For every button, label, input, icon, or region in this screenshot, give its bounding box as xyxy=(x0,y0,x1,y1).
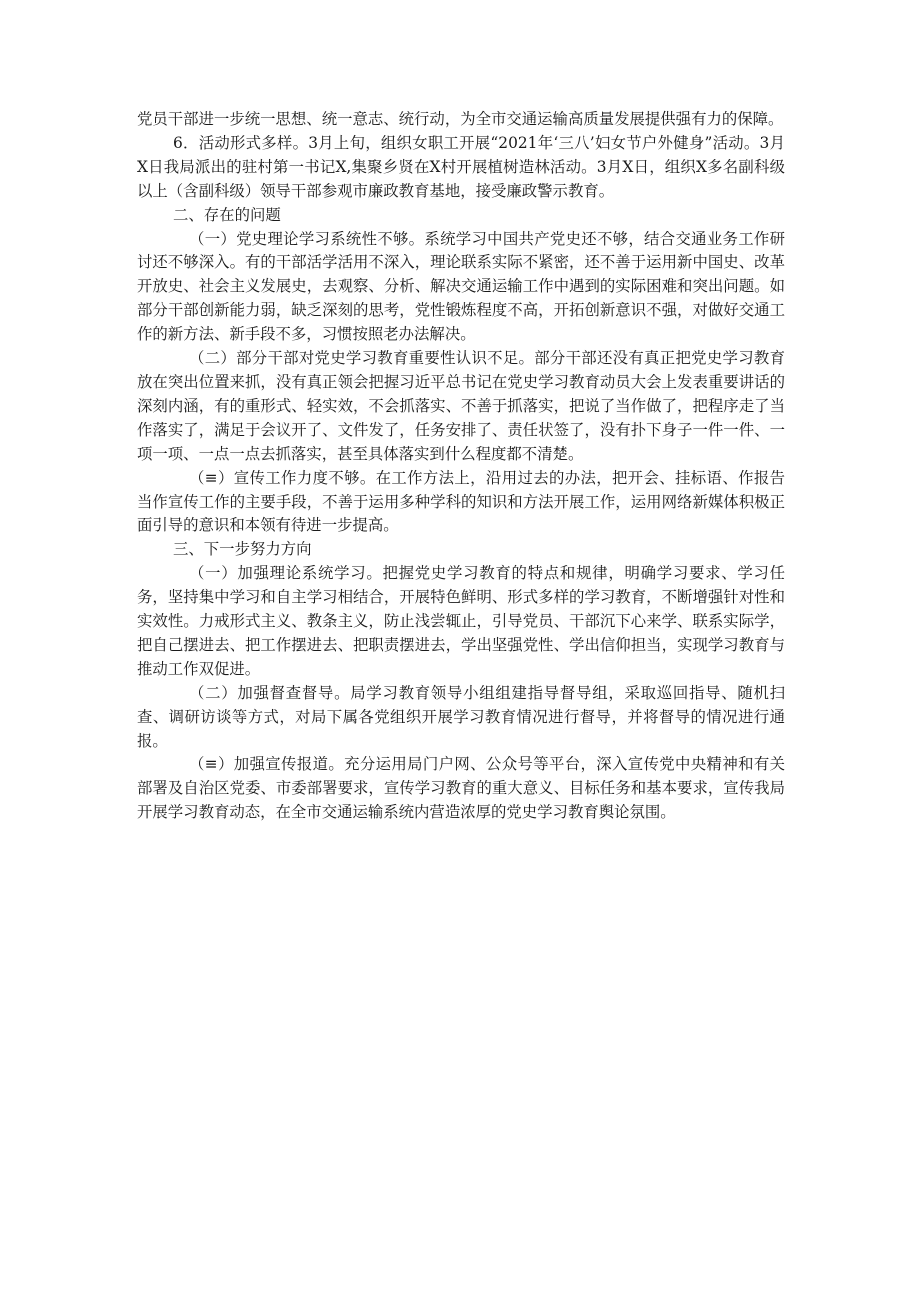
paragraph-activity-forms: 6．活动形式多样。3月上旬，组织女职工开展“2021年‘三八’妇女节户外健身”活动。3月X日我局派出的驻村第一书记X,集聚乡贤在X村开展植树造林活动。3月X日，组织X多名副科级以上（含副科级）领导干部参观市廉政教育基地，接受廉政警示教育。 xyxy=(137,133,785,200)
paragraph-next-step-3: （≡）加强宣传报道。充分运用局门户网、公众号等平台，深入宣传党中央精神和有关部署及自治区党委、市委部署要求，宣传学习教育的重大意义、目标任务和基本要求，宣传我局开展学习教育动态，在全市交通运输系统内营造浓厚的党史学习教育舆论氛围。 xyxy=(137,755,785,822)
document-body xyxy=(137,108,785,825)
paragraph-problem-3: （≡）宣传工作力度不够。在工作方法上，沿用过去的办法，把开会、挂标语、作报告当作宣传工作的主要手段，不善于运用多种学科的知识和方法开展工作，运用网络新媒体积极正面引导的意识和本领有待进一步提高。 xyxy=(137,468,785,535)
paragraph-continuation: 党员干部进一步统一思想、统一意志、统行动，为全市交通运输高质量发展提供强有力的保障。 xyxy=(137,110,784,128)
paragraph-problem-2: （二）部分干部对党史学习教育重要性认识不足。部分干部还没有真正把党史学习教育放在突出位置来抓，没有真正领会把握习近平总书记在党史学习教育动员大会上发表重要讲话的深刻内涵，有的重形式、轻实效，不会抓落实、不善于抓落实，把说了当作做了，把程序走了当作落实了，满足于会议开了、文件发了，任务安排了、责任状签了，没有扑下身子一件一件、一项一项、一点一点去抓落实，甚至具体落实到什么程度都不清楚。 xyxy=(137,349,785,463)
paragraph-problem-1: （一）党史理论学习系统性不够。系统学习中国共产党史还不够，结合交通业务工作研讨还不够深入。有的干部活学活用不深入，理论联系实际不紧密，还不善于运用新中国史、改革开放史、社会主义发展史，去观察、分析、解决交通运输工作中遇到的实际困难和突出问题。如部分干部创新能力弱，缺乏深刻的思考，党性锻炼程度不高，开拓创新意识不强，对做好交通工作的新方法、新手段不多，习惯按照老办法解决。 xyxy=(137,229,785,344)
section-heading-next-steps: 三、下一步努力方向 xyxy=(173,540,312,559)
section-heading-problems: 二、存在的问题 xyxy=(173,205,281,224)
paragraph-next-step-2: （二）加强督查督导。局学习教育领导小组组建指导督导组，采取巡回指导、随机扫查、调研访谈等方式，对局下属各党组织开展学习教育情况进行督导，并将督导的情况进行通报。 xyxy=(137,683,785,750)
paragraph-next-step-1: （一）加强理论系统学习。把握党史学习教育的特点和规律，明确学习要求、学习任务，坚持集中学习和自主学习相结合，开展特色鲜明、形式多样的学习教育，不断增强针对性和实效性。力戒形式主义、教条主义，防止浅尝辄止，引导党员、干部沉下心来学、联系实际学，把自己摆进去、把工作摆进去、把职责摆进去，学出坚强党性、学出信仰担当，实现学习教育与推动工作双促进。 xyxy=(137,564,785,678)
